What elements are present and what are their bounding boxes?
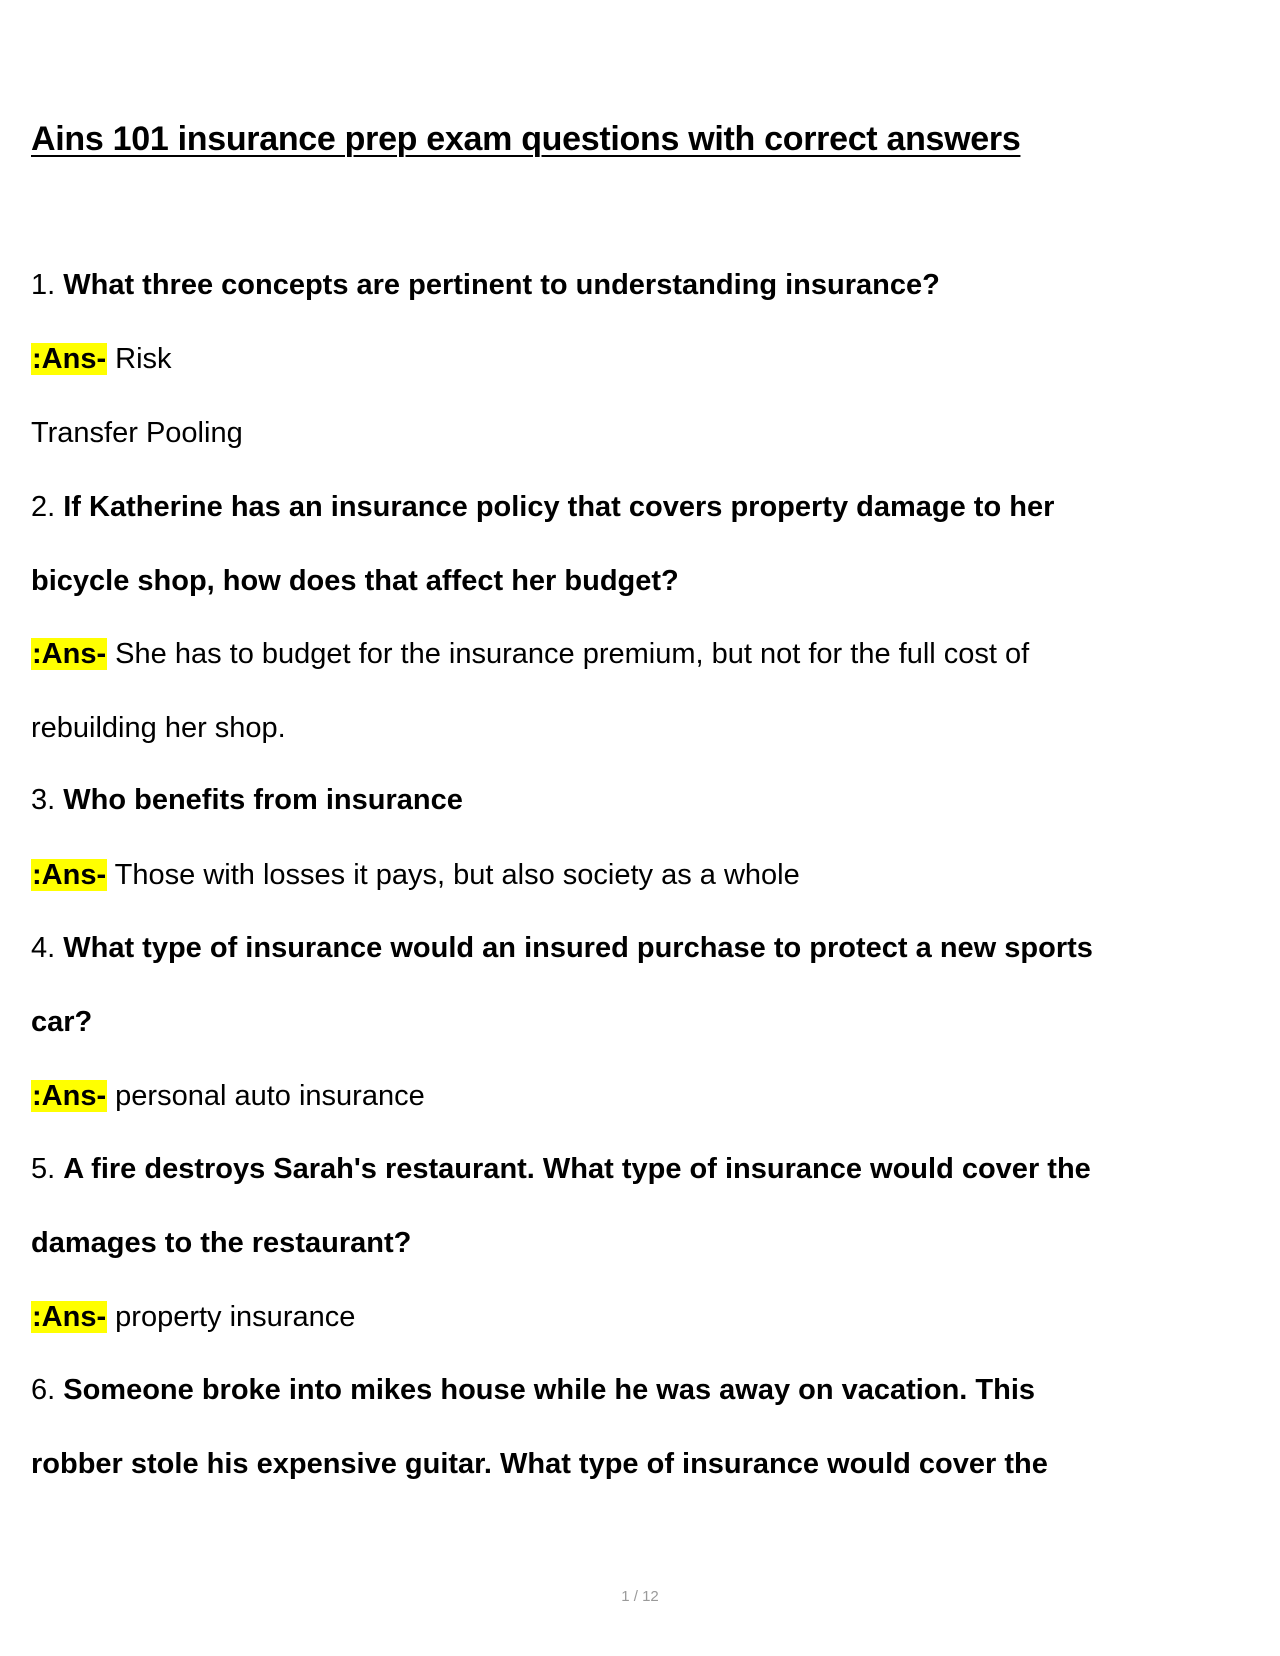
question-3 bbox=[31, 780, 463, 820]
question-6 bbox=[31, 1370, 1035, 1410]
answer-label: :Ans- bbox=[32, 1080, 107, 1112]
answer-text: She has to budget for the insurance premium, but not for the full cost of bbox=[115, 638, 1030, 670]
question-4 bbox=[31, 928, 1093, 968]
answer-2 bbox=[31, 634, 1029, 674]
question-text: A fire destroys Sarah's restaurant. What type of insurance would cover the bbox=[63, 1153, 1091, 1185]
answer-5 bbox=[31, 1297, 355, 1337]
question-1 bbox=[31, 265, 940, 305]
question-4-continued bbox=[31, 1002, 92, 1042]
answer-3 bbox=[31, 855, 800, 895]
question-text: What three concepts are pertinent to understanding insurance? bbox=[63, 269, 940, 301]
answer-label: :Ans- bbox=[32, 1301, 107, 1333]
question-6-continued bbox=[31, 1444, 1048, 1484]
question-text: Someone broke into mikes house while he was away on vacation. This bbox=[63, 1374, 1036, 1406]
question-text: bicycle shop, how does that affect her budget? bbox=[31, 565, 679, 597]
answer-text: Transfer Pooling bbox=[31, 417, 243, 449]
question-number: 6. bbox=[31, 1374, 56, 1406]
question-2 bbox=[31, 487, 1054, 527]
question-text: car? bbox=[31, 1006, 93, 1038]
question-5-continued bbox=[31, 1223, 411, 1263]
question-5 bbox=[31, 1149, 1091, 1189]
answer-text: property insurance bbox=[115, 1301, 356, 1333]
answer-label: :Ans- bbox=[32, 638, 107, 670]
page-indicator: 1 / 12 bbox=[621, 1588, 659, 1605]
answer-1 bbox=[31, 339, 172, 379]
question-text: What type of insurance would an insured purchase to protect a new sports bbox=[63, 932, 1093, 964]
answer-label: :Ans- bbox=[32, 343, 107, 375]
document-title: Ains 101 insurance prep exam questions with correct answers bbox=[31, 120, 1021, 158]
answer-text: rebuilding her shop. bbox=[31, 712, 286, 744]
question-number: 2. bbox=[31, 491, 56, 523]
question-text: Who benefits from insurance bbox=[63, 784, 463, 816]
answer-text: Risk bbox=[115, 343, 172, 375]
answer-4 bbox=[31, 1076, 425, 1116]
answer-text: personal auto insurance bbox=[115, 1080, 425, 1112]
answer-text: Those with losses it pays, but also society as a whole bbox=[114, 859, 800, 891]
answer-1-continued bbox=[31, 413, 243, 453]
answer-label: :Ans- bbox=[32, 859, 107, 891]
answer-2-continued bbox=[31, 708, 286, 748]
question-text: robber stole his expensive guitar. What type of insurance would cover the bbox=[31, 1448, 1048, 1480]
question-2-continued bbox=[31, 561, 679, 601]
question-number: 4. bbox=[31, 932, 56, 964]
question-number: 5. bbox=[31, 1153, 56, 1185]
question-text: damages to the restaurant? bbox=[31, 1227, 412, 1259]
question-text: If Katherine has an insurance policy that covers property damage to her bbox=[63, 491, 1055, 523]
question-number: 3. bbox=[31, 784, 56, 816]
question-number: 1. bbox=[31, 269, 56, 301]
